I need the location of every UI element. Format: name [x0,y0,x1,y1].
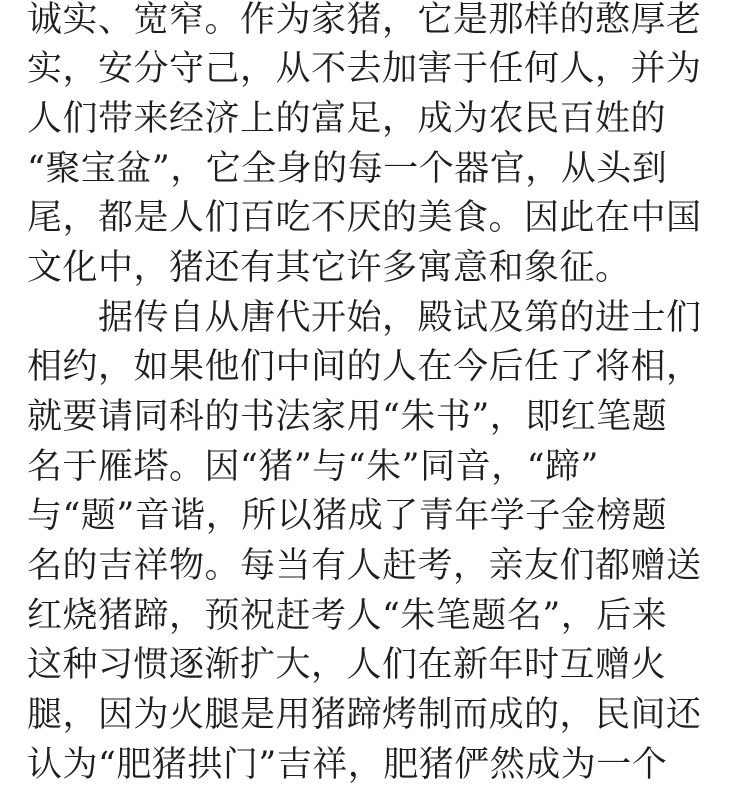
document-page [27,0,727,799]
text-line: 认为“肥猪拱门”吉祥，肥猪俨然成为一个 [27,745,668,785]
text-line: 文化中，猪还有其它许多寓意和象征。 [27,248,631,288]
text-line: 红烧猪蹄，预祝赶考人“朱笔题名”，后来 [27,596,668,636]
text-line: 相约，如果他们中间的人在今后任了将相， [27,347,702,387]
text-line: “聚宝盆”，它全身的每一个器官，从头到 [27,149,668,189]
text-line: 名的吉祥物。每当有人赶考，亲友们都赠送 [27,546,702,586]
text-line: 这种习惯逐渐扩大，人们在新年时互赠火 [27,645,667,685]
text-line: 人们带来经济上的富足，成为农民百姓的 [27,99,667,139]
text-line: 腿，因为火腿是用猪蹄烤制而成的，民间还 [27,695,702,735]
text-line: 名于雁塔。因“猪”与“朱”同音，“蹄” [27,447,599,487]
text-line: 就要请同科的书法家用“朱书”，即红笔题 [27,397,668,437]
text-line: 据传自从唐代开始，殿试及第的进士们 [27,298,702,338]
text-line: 诚实、宽窄。作为家猪，它是那样的憨厚老 [27,0,702,40]
text-line: 实，安分守己，从不去加害于任何人，并为 [27,49,702,89]
text-line: 尾，都是人们百吃不厌的美食。因此在中国 [27,198,702,238]
text-line: 与“题”音谐，所以猪成了青年学子金榜题 [27,496,668,536]
